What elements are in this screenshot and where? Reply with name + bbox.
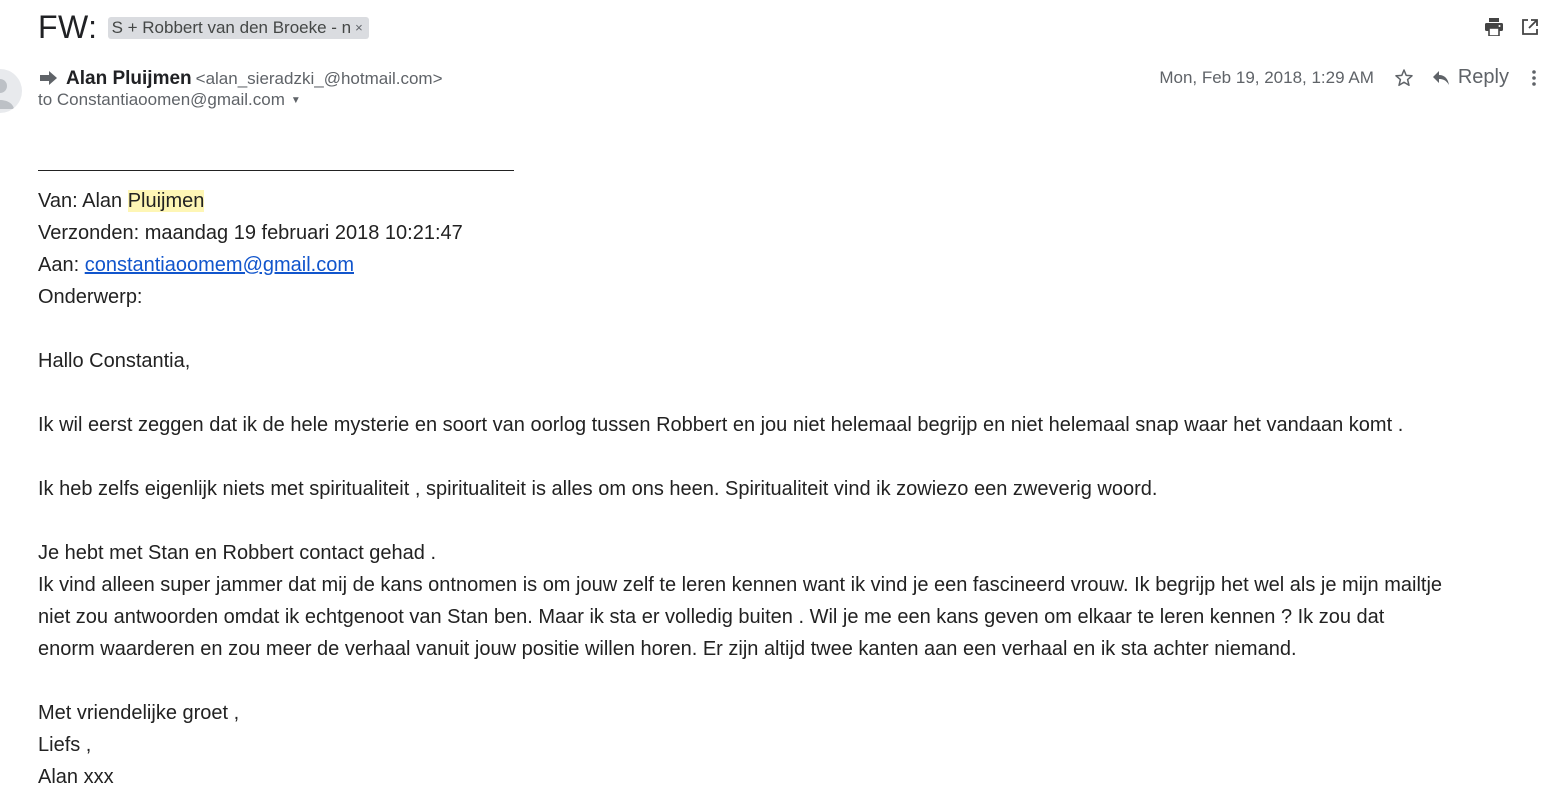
more-options-icon[interactable] xyxy=(1531,68,1537,88)
paragraph-3-line-3: niet zou antwoorden omdat ik echtgenoot van Stan ben. Maar ik sta er volledig buiten . Wil je me een kans geven om elkaar te leren kennen ? Ik zou dat xyxy=(38,606,1385,628)
sender-avatar[interactable] xyxy=(0,69,22,113)
recipient-row xyxy=(38,90,301,110)
email-subject: FW: xyxy=(38,8,98,45)
reply-icon xyxy=(1432,70,1450,86)
paragraph-3-line-1: Je hebt met Stan en Robbert contact gehad . xyxy=(38,542,437,564)
paragraph-3-line-2: Ik vind alleen super jammer dat mij de kans ontnomen is om jouw zelf te leren kennen want ik vind je een fascineerd vrouw. Ik begrijp het wel als je mijn mailtje xyxy=(38,574,1443,596)
message-body xyxy=(38,150,1543,793)
from-line: Van: Alan Pluijmen xyxy=(38,190,205,212)
reply-button[interactable] xyxy=(1432,66,1509,89)
paragraph-2: Ik heb zelfs eigenlijk niets met spiritualiteit , spiritualiteit is alles om ons heen. Spiritualiteit vind ik zowiezo een zweverig woord. xyxy=(38,478,1158,500)
show-details-icon[interactable]: ▼ xyxy=(290,94,301,106)
subject-row xyxy=(38,6,369,48)
liefs: Liefs , xyxy=(38,734,92,756)
recipient-text: to Constantiaoomen@gmail.com xyxy=(38,90,285,109)
to-line: Aan: constantiaoomem@gmail.com xyxy=(38,254,354,276)
star-icon[interactable] xyxy=(1394,68,1414,88)
closing: Met vriendelijke groet , xyxy=(38,702,240,724)
forward-divider xyxy=(38,170,514,171)
highlighted-name: Pluijmen xyxy=(127,190,205,212)
label-chip[interactable] xyxy=(108,17,369,39)
paragraph-3-line-4: enorm waarderen en zou meer de verhaal vanuit jouw positie willen horen. Er zijn altijd twee kanten aan een verhaal en ik sta achter niemand. xyxy=(38,638,1297,660)
message-meta xyxy=(1159,66,1537,89)
sender-email: <alan_sieradzki_@hotmail.com> xyxy=(195,69,443,88)
paragraph-1: Ik wil eerst zeggen dat ik de hele mysterie en soort van oorlog tussen Robbert en jou niet helemaal begrijp en niet helemaal snap waar het vandaan komt . xyxy=(38,414,1404,436)
signature: Alan xxx xyxy=(38,766,114,788)
reply-label: Reply xyxy=(1457,66,1509,88)
sender-row xyxy=(40,68,443,90)
subject-line: Onderwerp: xyxy=(38,286,143,308)
sender-name[interactable]: Alan Pluijmen xyxy=(66,68,192,89)
top-actions xyxy=(1483,16,1541,38)
remove-label-icon[interactable]: × xyxy=(355,20,363,35)
recipient-email-link[interactable]: constantiaoomem@gmail.com xyxy=(84,254,354,276)
label-chip-text: S + Robbert van den Broeke - n xyxy=(111,18,352,37)
sent-line: Verzonden: maandag 19 februari 2018 10:21:47 xyxy=(38,222,463,244)
greeting: Hallo Constantia, xyxy=(38,350,191,372)
forward-icon xyxy=(40,69,58,83)
print-icon[interactable] xyxy=(1483,16,1505,38)
message-date: Mon, Feb 19, 2018, 1:29 AM xyxy=(1159,67,1374,87)
open-in-new-window-icon[interactable] xyxy=(1519,16,1541,38)
